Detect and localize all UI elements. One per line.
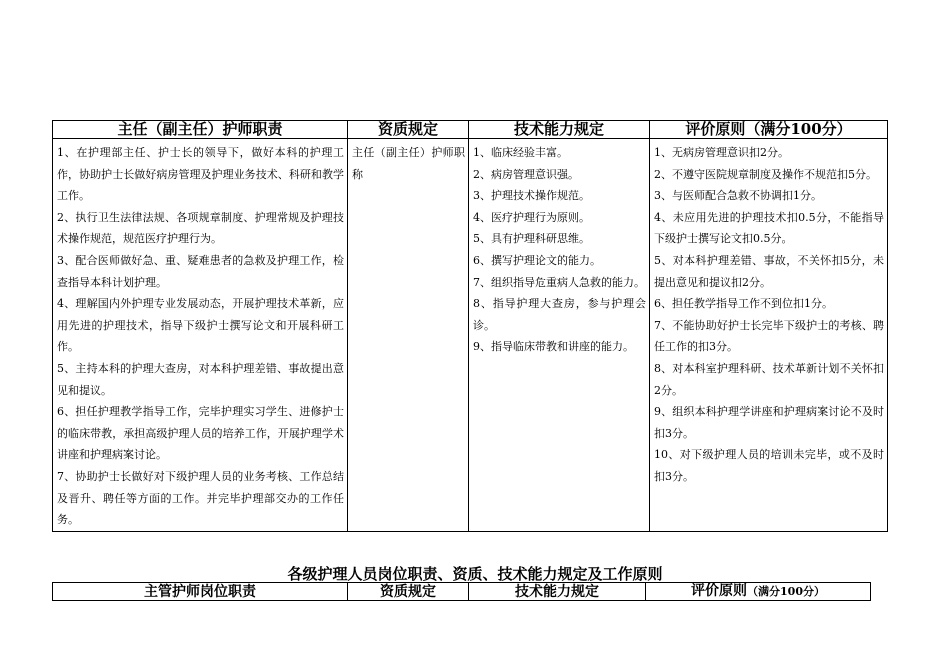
skill-item: 4、医疗护理行为原则。 <box>473 210 590 224</box>
evaluation-item: 2、不遵守医院规章制度及操作不规范扣5分。 <box>654 167 877 181</box>
header-qualification: 资质规定 <box>348 583 469 601</box>
skill-item: 2、病房管理意识强。 <box>473 167 579 181</box>
skill-item: 5、具有护理科研思维。 <box>473 232 590 246</box>
header-duties: 主管护师岗位职责 <box>53 583 348 601</box>
evaluation-item: 5、对本科护理差错、事故，不关怀扣5分，未提出意见和提议扣2分。 <box>654 253 884 289</box>
skills-cell <box>469 139 650 532</box>
header-evaluation <box>646 583 871 601</box>
header-skills: 技术能力规定 <box>469 583 646 601</box>
duty-item: 4、理解国内外护理专业发展动态，开展护理技术革新，应用先进的护理技术，指导下级护士撰写论文和开展科研工作。 <box>57 297 344 354</box>
header-skills: 技术能力规定 <box>469 121 650 139</box>
duty-table-chief-nurse <box>52 120 888 532</box>
qualification-text: 主任（副主任）护师职称 <box>352 146 465 181</box>
table-header-row <box>53 583 871 601</box>
skill-item: 6、撰写护理论文的能力。 <box>473 253 601 267</box>
table-header-row <box>53 121 888 139</box>
duty-item: 3、配合医师做好急、重、疑难患者的急救及护理工作，检查指导本科计划护理。 <box>57 253 344 289</box>
skill-item: 9、指导临床带教和讲座的能力。 <box>473 340 634 354</box>
qualification-cell <box>348 139 469 532</box>
skill-item: 8、指导护理大查房，参与护理会诊。 <box>473 297 646 332</box>
duty-item: 6、担任护理教学指导工作，完毕护理实习学生、进修护士的临床带教，承担高级护理人员的培养工作，开展护理学术讲座和护理病案讨论。 <box>57 405 344 462</box>
evaluation-item: 10、对下级护理人员的培训未完毕，或不及时扣3分。 <box>654 448 884 483</box>
evaluation-item: 6、担任教学指导工作不到位扣1分。 <box>654 297 833 311</box>
skill-item: 7、组织指导危重病人急救的能力。 <box>473 275 645 289</box>
evaluation-item: 4、未应用先进的护理技术扣0.5分，不能指导下级护士撰写论文扣0.5分。 <box>654 210 884 246</box>
duty-item: 2、执行卫生法律法规、各项规章制度、护理常规及护理技术操作规范，规范医疗护理行为。 <box>57 210 344 246</box>
evaluation-cell <box>650 139 888 532</box>
table-row <box>53 139 888 532</box>
header-evaluation: 评价原则（满分100分） <box>650 121 888 139</box>
header-qualification: 资质规定 <box>348 121 469 139</box>
duty-table-charge-nurse <box>52 582 871 601</box>
evaluation-item: 1、无病房管理意识扣2分。 <box>654 146 789 159</box>
evaluation-item: 7、不能协助好护士长完毕下级护士的考核、聘任工作的扣3分。 <box>654 318 884 354</box>
skill-item: 3、护理技术操作规范。 <box>473 189 590 203</box>
evaluation-item: 9、组织本科护理学讲座和护理病案讨论不及时扣3分。 <box>654 405 884 440</box>
duty-item: 1、在护理部主任、护士长的领导下，做好本科的护理工作，协助护士长做好病房管理及护理业务技术、科研和教学工作。 <box>57 146 344 203</box>
duties-cell <box>53 139 348 532</box>
section-title: 各级护理人员岗位职责、资质、技术能力规定及工作原则 <box>287 565 663 583</box>
evaluation-item: 8、对本科室护理科研、技术革新计划不关怀扣2分。 <box>654 361 884 397</box>
evaluation-item: 3、与医师配合急救不协调扣1分。 <box>654 189 822 203</box>
header-evaluation-sub: （满分100分） <box>747 585 825 598</box>
duty-item: 7、协助护士长做好对下级护理人员的业务考核、工作总结及晋升、聘任等方面的工作。并完毕护理部交办的工作任务。 <box>57 469 344 527</box>
duty-item: 5、主持本科的护理大查房，对本科护理差错、事故提出意见和提议。 <box>57 361 344 397</box>
skill-item: 1、临床经验丰富。 <box>473 146 568 159</box>
header-duties: 主任（副主任）护师职责 <box>53 121 348 139</box>
header-evaluation-main: 评价原则 <box>691 583 748 599</box>
